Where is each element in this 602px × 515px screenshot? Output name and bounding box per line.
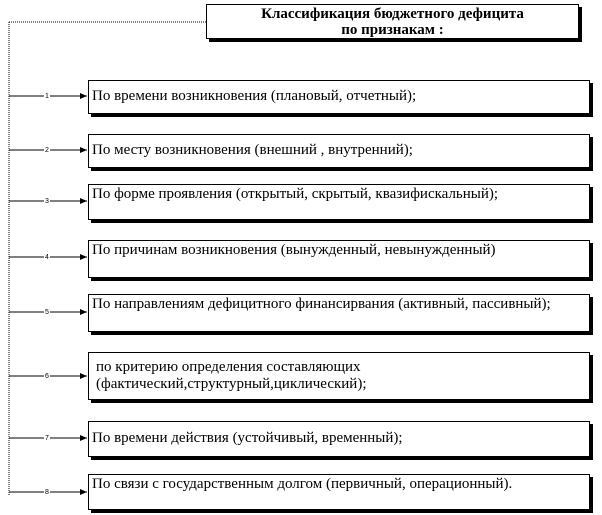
item-number-5: 5 (45, 309, 49, 316)
item-text: по критерию определения составляющих (фактический,структурный,циклический); (96, 359, 367, 392)
item-text: По связи с государственным долгом (первичный, операционный). (92, 476, 513, 492)
item-text: По направлениям дефицитного финансирвания (активный, пассивный); (92, 296, 551, 312)
item-number-1: 1 (45, 93, 49, 100)
item-number-2: 2 (45, 147, 49, 154)
classification-item-7 (88, 421, 590, 457)
classification-title-box (206, 4, 579, 39)
title-line-2: по признакам : (341, 22, 444, 38)
item-number-3: 3 (45, 198, 49, 205)
item-text: По времени действия (устойчивый, временный); (92, 430, 403, 446)
classification-item-5 (88, 294, 590, 332)
classification-item-6 (88, 352, 590, 400)
classification-item-2 (88, 134, 590, 168)
classification-item-1 (88, 80, 590, 114)
classification-item-3 (88, 184, 590, 220)
item-text: По форме проявления (открытый, скрытый, квазифискальный); (92, 186, 499, 202)
item-number-7: 7 (45, 435, 49, 442)
item-text: По причинам возникновения (вынужденный, невынужденный) (92, 242, 496, 258)
item-text: По месту возникновения (внешний , внутренний); (92, 142, 413, 158)
item-number-6: 6 (45, 373, 49, 380)
classification-item-8 (88, 474, 590, 510)
item-text: По времени возникновения (плановый, отчетный); (92, 88, 417, 104)
title-line-1: Классификация бюджетного дефицита (261, 6, 524, 22)
classification-item-4 (88, 240, 590, 278)
item-number-8: 8 (45, 489, 49, 496)
item-number-4: 4 (45, 254, 49, 261)
